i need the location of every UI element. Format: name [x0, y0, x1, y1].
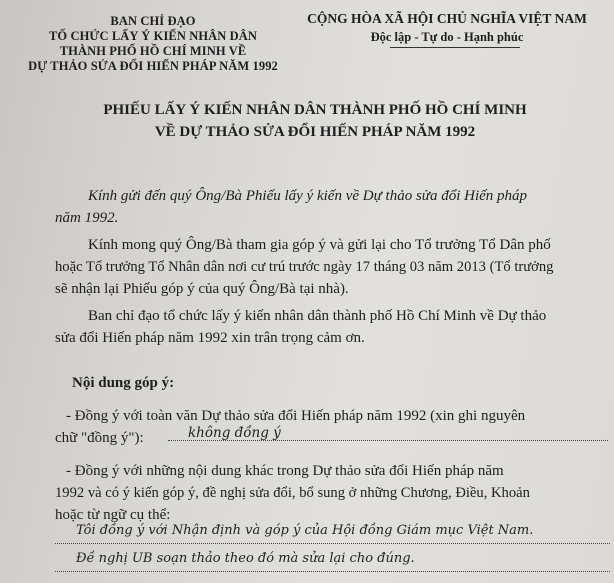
greeting-line-2: năm 1992.	[55, 210, 119, 226]
option-1-line-2: chữ "đồng ý"):	[55, 430, 144, 446]
option-2-answer-line-2	[55, 571, 610, 572]
option-2-line-3: hoặc từ ngữ cụ thể:	[55, 507, 171, 523]
motto-underline	[390, 47, 520, 48]
thanks-line-1: Ban chỉ đạo tổ chức lấy ý kiến nhân dân thành phố Hồ Chí Minh về Dự thảo	[88, 308, 547, 324]
option-2-handwritten-line-1: Tôi đồng ý với Nhận định và góp ý của Hội đồng Giám mục Việt Nam.	[76, 523, 534, 538]
option-2-answer-line-1	[55, 543, 610, 544]
title-line-1: PHIẾU LẤY Ý KIẾN NHÂN DÂN THÀNH PHỐ HỒ CHÍ MINH	[103, 102, 527, 118]
issuing-body-header	[8, 14, 298, 74]
option-2-handwritten-line-2: Đề nghị UB soạn thảo theo đó mà sửa lại cho đúng.	[76, 551, 415, 566]
option-1-handwritten-answer: không đồng ý	[188, 425, 281, 441]
title-line-2: VỀ DỰ THẢO SỬA ĐỔI HIẾN PHÁP NĂM 1992	[154, 124, 476, 140]
option-1-line-1: - Đồng ý với toàn văn Dự thảo sửa đổi Hiến pháp năm 1992 (xin ghi nguyên	[66, 408, 526, 424]
option-2-line-2: 1992 và có ý kiến góp ý, đề nghị sửa đổi, bổ sung ở những Chương, Điều, Khoản	[55, 485, 530, 501]
issuing-body-line-2: TỔ CHỨC LẤY Ý KIẾN NHÂN DÂN	[48, 29, 258, 43]
issuing-body-line-1: BAN CHỈ ĐẠO	[110, 14, 196, 28]
instruction-line-2: hoặc Tổ trưởng Tổ Nhân dân nơi cư trú trước ngày 17 tháng 03 năm 2013 (Tổ trưởng	[55, 259, 554, 275]
document-title	[20, 99, 610, 143]
option-2-line-1: - Đồng ý với những nội dung khác trong Dự thảo sửa đổi Hiến pháp năm	[66, 463, 504, 479]
instruction-line-3: sẽ nhận lại Phiếu góp ý của quý Ông/Bà tại nhà).	[55, 281, 349, 297]
thanks-line-2: sửa đổi Hiến pháp năm 1992 xin trân trọng cảm ơn.	[55, 330, 365, 346]
section-label: Nội dung góp ý:	[72, 375, 175, 391]
country-name: CỘNG HÒA XÃ HỘI CHỦ NGHĨA VIỆT NAM	[307, 11, 587, 26]
instruction-line-1: Kính mong quý Ông/Bà tham gia góp ý và gửi lại cho Tổ trưởng Tổ Dân phố	[88, 237, 551, 253]
greeting-line-1: Kính gửi đến quý Ông/Bà Phiếu lấy ý kiến về Dự thảo sửa đổi Hiến pháp	[88, 188, 528, 204]
issuing-body-line-4: DỰ THẢO SỬA ĐỔI HIẾN PHÁP NĂM 1992	[28, 59, 278, 73]
issuing-body-line-3: THÀNH PHỐ HỒ CHÍ MINH VỀ	[59, 44, 247, 58]
national-motto-header	[282, 10, 612, 46]
national-motto: Độc lập - Tự do - Hạnh phúc	[370, 30, 524, 44]
